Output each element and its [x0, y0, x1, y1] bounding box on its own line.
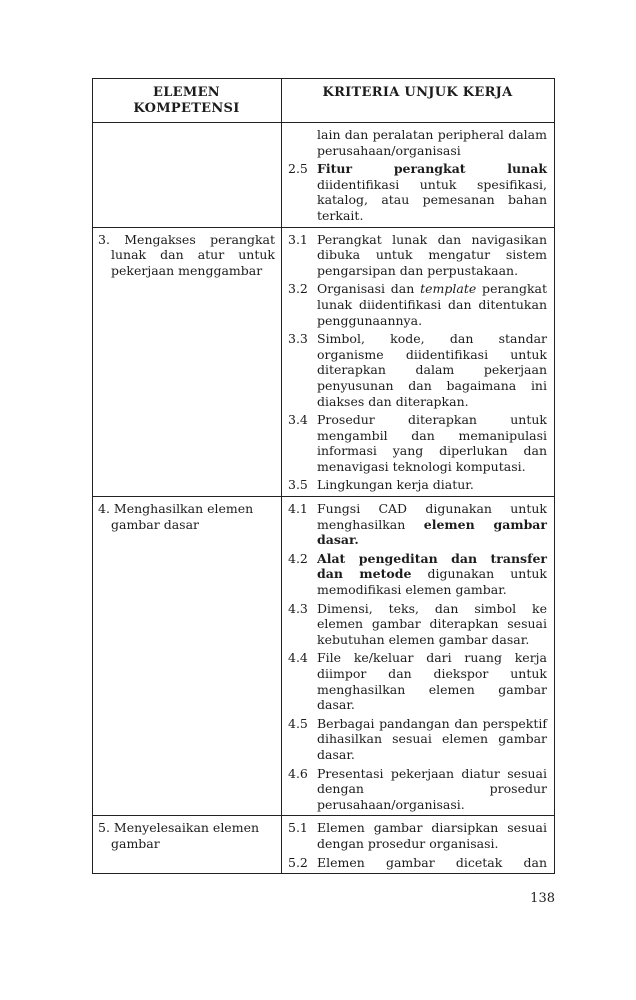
- criteria-text: [317, 501, 547, 548]
- criteria-item: [288, 601, 547, 648]
- text-segment: Elemen gambar diarsipkan sesuai dengan prosedur organisasi.: [317, 820, 547, 851]
- criteria-cell: [282, 228, 554, 497]
- text-segment: elemen gambar dasar.: [317, 516, 547, 548]
- element-text: 3. Mengakses perangkat lunak dan atur untuk pekerjaan menggambar: [98, 231, 275, 278]
- criteria-item: [288, 331, 547, 409]
- criteria-item: [288, 477, 547, 493]
- text-segment: digunakan untuk memodifikasi elemen gambar.: [317, 566, 548, 598]
- text-segment: Perangkat lunak dan navigasikan dibuka untuk mengatur sistem pengarsipan dan perpustakaan.: [317, 231, 547, 278]
- text-segment: lain dan peralatan peripheral dalam perusahaan/organisasi: [317, 127, 547, 158]
- criteria-number: [288, 127, 310, 158]
- header-elemen-kompetensi: ELEMEN KOMPETENSI: [93, 79, 282, 122]
- criteria-item: [288, 412, 547, 474]
- criteria-number: 4.2: [288, 550, 308, 566]
- criteria-text: [317, 331, 547, 409]
- criteria-text: [317, 650, 547, 712]
- criteria-number: 5.2: [288, 854, 308, 870]
- criteria-item: [288, 161, 547, 223]
- criteria-item: [288, 501, 547, 548]
- element-text: 5. Menyelesaikan elemen gambar: [98, 820, 260, 851]
- text-segment: template: [420, 281, 477, 297]
- criteria-text: [317, 855, 547, 871]
- criteria-text: [317, 412, 547, 474]
- element-cell: [93, 228, 282, 497]
- criteria-number: 4.5: [288, 715, 308, 731]
- criteria-number: 5.1: [288, 820, 308, 836]
- text-segment: Berbagai pandangan dan perspektif dihasilkan sesuai elemen gambar dasar.: [317, 715, 547, 762]
- text-segment: Fungsi CAD digunakan untuk menghasilkan: [317, 501, 547, 532]
- criteria-number: 3.1: [288, 231, 308, 247]
- criteria-number: 3.4: [288, 412, 308, 428]
- text-segment: Alat pengeditan dan transfer dan metode: [317, 550, 547, 582]
- criteria-text: [317, 232, 547, 279]
- criteria-item: [288, 716, 547, 763]
- competency-table: [92, 78, 555, 874]
- criteria-item: [288, 551, 547, 598]
- criteria-text: [317, 766, 547, 813]
- criteria-cell: [282, 123, 554, 227]
- criteria-number: 3.2: [288, 281, 308, 297]
- criteria-item: [288, 127, 547, 158]
- criteria-item: [288, 820, 547, 851]
- element-cell: [93, 123, 282, 227]
- criteria-text: [317, 477, 547, 493]
- text-segment: diidentifikasi untuk spesifikasi, katalog, atau pemesanan bahan terkait.: [317, 176, 547, 223]
- criteria-number: 2.5: [288, 161, 308, 177]
- text-segment: File ke/keluar dari ruang kerja diimpor dan diekspor untuk menghasilkan elemen gambar dasar.: [317, 650, 547, 713]
- criteria-number: 4.6: [288, 765, 308, 781]
- criteria-number: 4.4: [288, 650, 308, 666]
- criteria-number: 4.3: [288, 600, 308, 616]
- criteria-number: 3.3: [288, 331, 308, 347]
- text-segment: Presentasi pekerjaan diatur sesuai dengan prosedur perusahaan/organisasi.: [317, 765, 547, 812]
- criteria-text: [317, 716, 547, 763]
- criteria-text: [317, 127, 547, 158]
- text-segment: Fitur perangkat lunak: [317, 161, 547, 177]
- criteria-text: [317, 281, 547, 328]
- table-row-element-5: [93, 815, 554, 873]
- criteria-item: [288, 766, 547, 813]
- criteria-item: [288, 855, 547, 871]
- criteria-text: [317, 161, 547, 223]
- header-kriteria-unjuk-kerja: KRITERIA UNJUK KERJA: [322, 85, 513, 100]
- text-segment: Simbol, kode, dan standar organisme diidentifikasi untuk diterapkan dalam pekerjaan penyusunan dan bagaimana ini diakses dan diterapkan.: [317, 331, 547, 409]
- element-text: 4. Menghasilkan elemen gambar dasar: [98, 501, 254, 532]
- text-segment: perangkat lunak diidentifikasi dan ditentukan penggunaannya.: [317, 281, 547, 328]
- criteria-number: 3.5: [288, 477, 308, 493]
- criteria-item: [288, 232, 547, 279]
- criteria-cell: [282, 497, 554, 815]
- table-row-element-4: [93, 496, 554, 815]
- criteria-number: 4.1: [288, 501, 308, 517]
- element-cell: [93, 497, 282, 815]
- text-segment: Organisasi dan: [317, 281, 421, 297]
- element-cell: [93, 816, 282, 873]
- text-segment: Lingkungan kerja diatur.: [317, 477, 474, 493]
- criteria-text: [317, 551, 547, 598]
- text-segment: Dimensi, teks, dan simbol ke elemen gambar diterapkan sesuai kebutuhan elemen gambar dasar.: [317, 600, 547, 647]
- page-number: 138: [530, 891, 555, 906]
- criteria-text: [317, 820, 547, 851]
- text-segment: Elemen gambar dicetak dan: [317, 854, 547, 870]
- criteria-item: [288, 650, 547, 712]
- criteria-cell: [282, 816, 554, 873]
- table-header-row: [93, 79, 554, 122]
- table-row-element-3: [93, 227, 554, 497]
- table-row-continuation: [93, 122, 554, 227]
- criteria-text: [317, 601, 547, 648]
- criteria-item: [288, 281, 547, 328]
- text-segment: Prosedur diterapkan untuk mengambil dan memanipulasi informasi yang diperlukan dan menavigasi teknologi komputasi.: [317, 412, 547, 474]
